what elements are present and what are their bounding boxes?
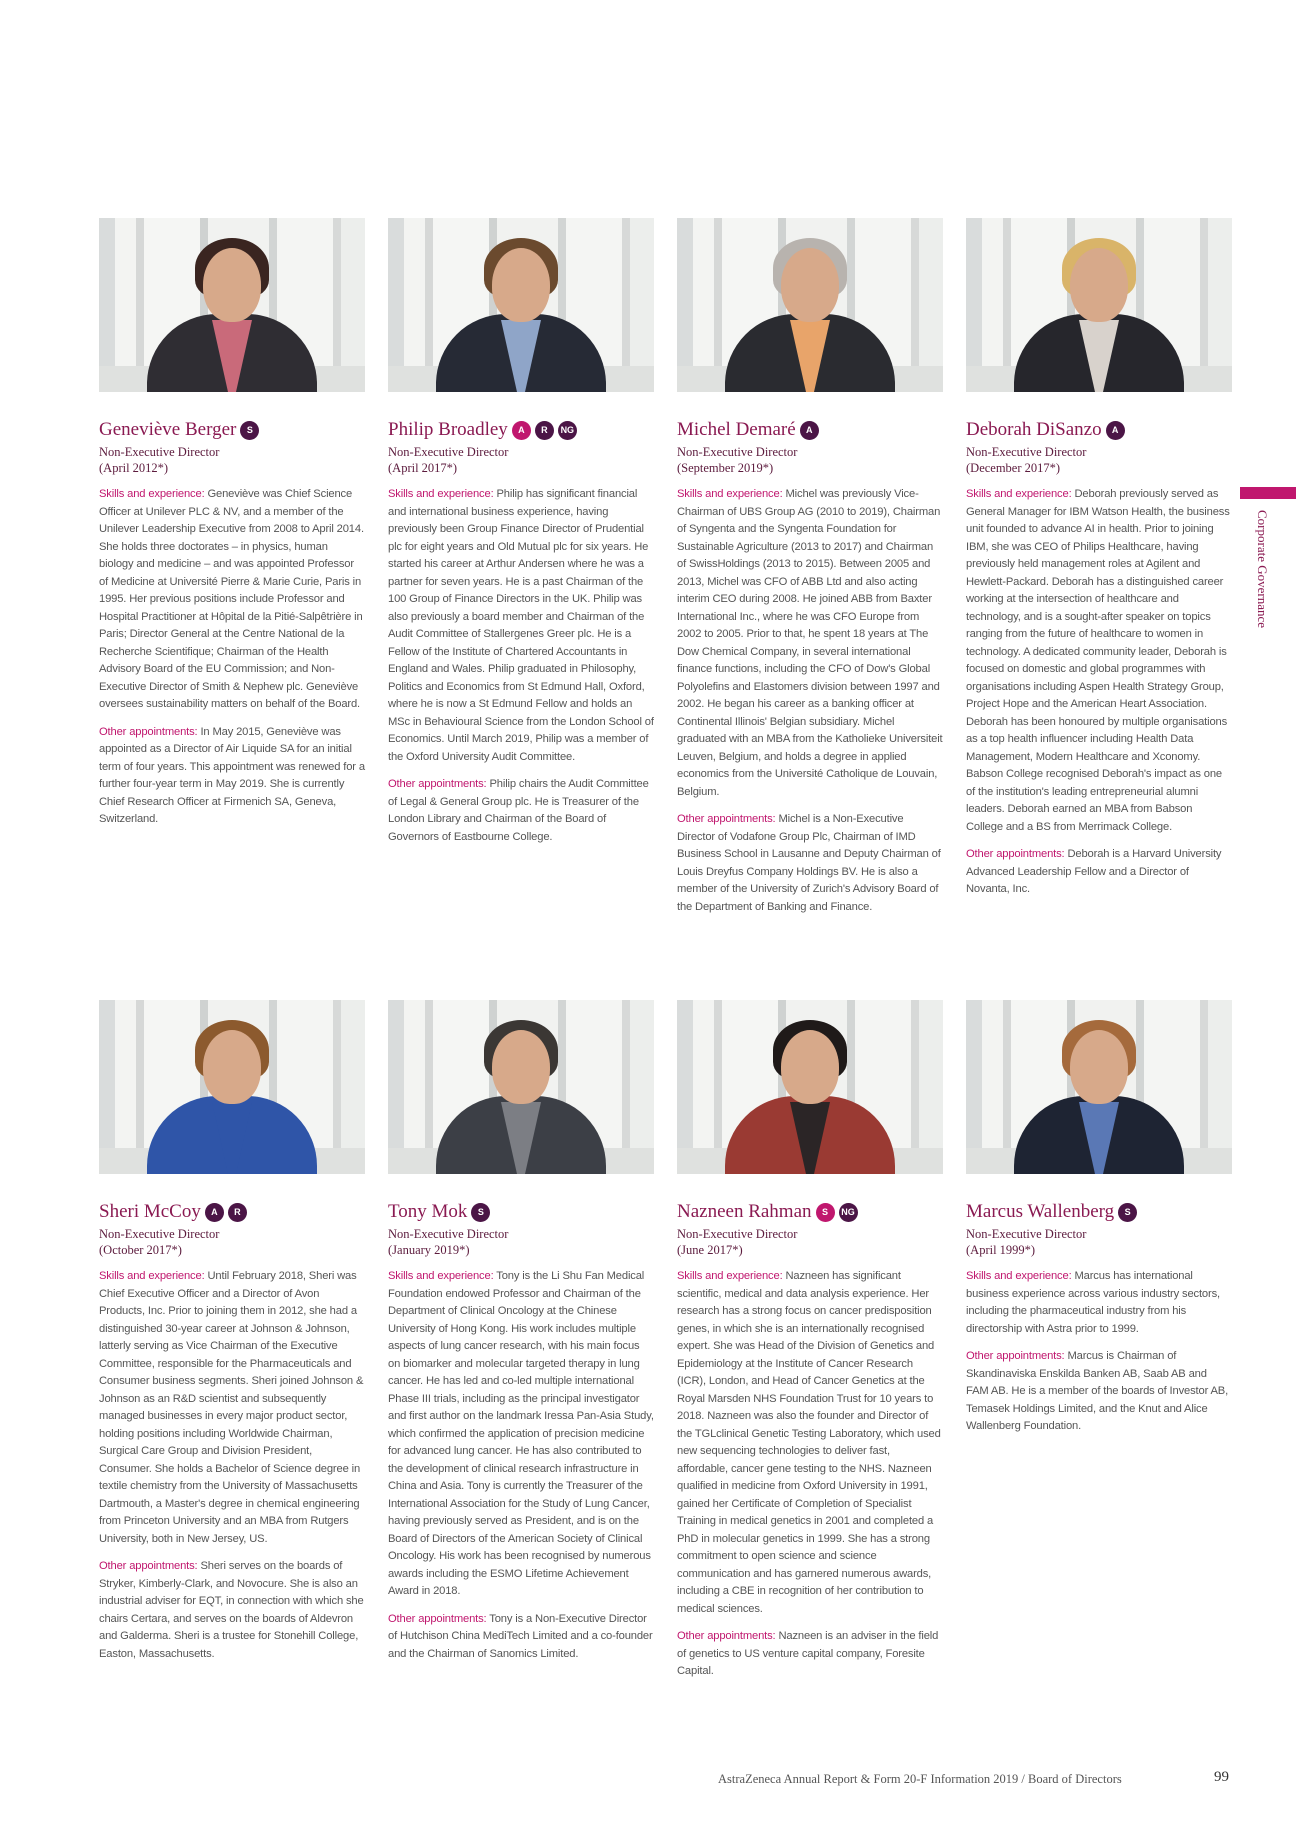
- section-tab-label: Corporate Governance: [1255, 510, 1270, 629]
- director-role: Non-Executive Director: [966, 445, 1087, 459]
- other-appointments-paragraph: Other appointments: Michel is a Non-Executive Director of Vodafone Group Plc, Chairman of IMD Business School in Lausanne and Deputy Chairman of Louis Dreyfus Company Holdings BV. He is also a member of the University of Zurich's Advisory Board of the Department of Banking and Finance.: [677, 813, 941, 913]
- appointment-date: (June 2017*): [677, 1243, 743, 1257]
- director-name: Nazneen Rahman: [677, 1201, 812, 1222]
- appointment-date: (April 1999*): [966, 1243, 1036, 1257]
- director-name: Philip Broadley: [388, 419, 508, 440]
- director-card: [99, 218, 365, 829]
- director-role: Non-Executive Director: [966, 1227, 1087, 1241]
- director-photo: [966, 1000, 1232, 1174]
- director-role: Non-Executive Director: [388, 1227, 509, 1241]
- appointment-date: (December 2017*): [966, 461, 1061, 475]
- committee-badge: A: [205, 1203, 224, 1222]
- footer-text: AstraZeneca Annual Report & Form 20-F Information 2019 / Board of Directors: [718, 1772, 1122, 1786]
- committee-badge: A: [800, 421, 819, 440]
- committee-badge: NG: [839, 1203, 858, 1222]
- director-photo: [388, 218, 654, 392]
- other-appointments-paragraph: Other appointments: Tony is a Non-Executive Director of Hutchison China MediTech Limited and a co-founder and the Chairman of Sanomics Limited.: [388, 1612, 653, 1660]
- director-card: [966, 1000, 1232, 1436]
- director-card: [388, 218, 654, 846]
- skills-paragraph: Skills and experience: Philip has significant financial and international business experience, having previously been Group Finance Director of Prudential plc for eight years and Old Mutual plc for six years. He started his career at Arthur Andersen where he was a partner for seven years. He is a past Chairman of the 100 Group of Finance Directors in the UK. Philip was also previously a board member and Chairman of the Audit Committee of Stallergenes Greer plc. He is a Fellow of the Institute of Chartered Accountants in England and Wales. Philip graduated in Philosophy, Politics and Economics from St Edmund Hall, Oxford, where he is now a St Edmund Fellow and holds an MSc in Behavioural Science from the London School of Economics. Until March 2019, Philip was a member of the Oxford University Audit Committee.: [388, 488, 654, 763]
- director-name: Tony Mok: [388, 1201, 468, 1222]
- skills-paragraph: Skills and experience: Nazneen has significant scientific, medical and data analysis experience. Her research has a strong focus on cancer predisposition genes, in which she is an internationally recognised expert. She was Head of the Division of Genetics and Epidemiology at the Institute of Cancer Research (ICR), London, and Head of Cancer Genetics at the Royal Marsden NHS Foundation Trust for 10 years to 2018. Nazneen was also the founder and Director of the TGLclinical Genetic Testing Laboratory, which used new sequencing technologies to deliver fast, affordable, cancer gene testing to the NHS. Nazneen qualified in medicine from Oxford University in 1991, gained her Certificate of Completion of Specialist Training in medical genetics in 2001 and completed a PhD in molecular genetics in 1999. She has a strong commitment to open science and science communication and has garnered numerous awards, including a CBE in recognition of her contribution to medical sciences.: [677, 1270, 941, 1615]
- other-appointments-paragraph: Other appointments: Deborah is a Harvard University Advanced Leadership Fellow and a Director of Novanta, Inc.: [966, 848, 1222, 895]
- director-name: Geneviève Berger: [99, 419, 237, 440]
- director-role: Non-Executive Director: [99, 445, 220, 459]
- skills-paragraph: Skills and experience: Marcus has international business experience across various industry sectors, including the pharmaceutical industry from his directorship with Astra prior to 1999.: [966, 1270, 1220, 1335]
- director-photo: [677, 218, 943, 392]
- other-appointments-paragraph: Other appointments: Nazneen is an adviser in the field of genetics to US venture capital company, Foresite Capital.: [677, 1630, 939, 1677]
- skills-paragraph: Skills and experience: Michel was previously Vice-Chairman of UBS Group AG (2010 to 2019), Chairman of Syngenta and the Syngenta Foundation for Sustainable Agriculture (2013 to 2017) and Chairman of SwissHoldings (2013 to 2015). Between 2005 and 2013, Michel was CFO of ABB Ltd and also acting interim CEO during 2008. He joined ABB from Baxter International Inc., where he was CFO Europe from 2002 to 2005. Prior to that, he spent 18 years at The Dow Chemical Company, in several international finance functions, including the CFO of Dow's Global Polyolefins and Elastomers division between 1997 and 2002. He began his career as a banking officer at Continental Illinois' Belgian subsidiary. Michel graduated with an MBA from the Katholieke Universiteit Leuven, Belgium, and holds a degree in applied economics from the Université Catholique de Louvain, Belgium.: [677, 488, 943, 798]
- appointment-date: (April 2012*): [99, 461, 169, 475]
- director-name: Marcus Wallenberg: [966, 1201, 1115, 1222]
- committee-badge: S: [240, 421, 259, 440]
- other-appointments-paragraph: Other appointments: Marcus is Chairman of Skandinaviska Enskilda Banken AB, Saab AB and FAM AB. He is a member of the boards of Investor AB, Temasek Holdings Limited, and the Knut and Alice Wallenberg Foundation.: [966, 1350, 1229, 1432]
- section-tab-marker: [1240, 487, 1296, 499]
- director-role: Non-Executive Director: [99, 1227, 220, 1241]
- director-card: [388, 1000, 654, 1663]
- other-appointments-paragraph: Other appointments: In May 2015, Geneviève was appointed as a Director of Air Liquide SA for an initial term of four years. This appointment was renewed for a further four-year term in May 2019. She is currently Chief Research Officer at Firmenich SA, Geneva, Switzerland.: [99, 725, 365, 825]
- director-photo: [388, 1000, 654, 1174]
- skills-paragraph: Skills and experience: Deborah previously served as General Manager for IBM Watson Health, the business unit founded to advance AI in health. Prior to joining IBM, she was CEO of Philips Healthcare, having previously held management roles at Agilent and Hewlett-Packard. Deborah has a distinguished career working at the intersection of healthcare and technology, and is a sought-after speaker on topics ranging from the future of healthcare to women in technology. A dedicated community leader, Deborah is focused on domestic and global programmes with organisations including Aspen Health Strategy Group, Project Hope and the American Heart Association. Deborah has been honoured by multiple organisations as a top health influencer including Health Data Management, Modern Healthcare and Xconomy. Babson College recognised Deborah's impact as one of the institution's leading entrepreneurial alumni leaders. Deborah earned an MBA from Babson College and a BS from Merrimack College.: [966, 488, 1230, 833]
- skills-paragraph: Skills and experience: Geneviève was Chief Science Officer at Unilever PLC & NV, and a member of the Unilever Leadership Executive from 2008 to April 2014. She holds three doctorates – in physics, human biology and medicine – and was appointed Professor of Medicine at Université Pierre & Marie Curie, Paris in 1995. Her previous positions include Professor and Hospital Practitioner at Hôpital de la Pitié-Salpêtrière in Paris; Director General at the Centre National de la Recherche Scientifique; Chairman of the Health Advisory Board of the EU Commission; and Non-Executive Director of Smith & Nephew plc. Geneviève oversees sustainability matters on behalf of the Board.: [99, 488, 364, 710]
- appointment-date: (September 2019*): [677, 461, 774, 475]
- director-photo: [99, 1000, 365, 1174]
- director-name: Michel Demaré: [677, 419, 796, 440]
- director-card: [677, 218, 943, 916]
- committee-badge: R: [535, 421, 554, 440]
- committee-badge: NG: [558, 421, 577, 440]
- director-photo: [677, 1000, 943, 1174]
- committee-badge: S: [1118, 1203, 1137, 1222]
- committee-badge: A: [1106, 421, 1125, 440]
- other-appointments-paragraph: Other appointments: Philip chairs the Audit Committee of Legal & General Group plc. He is Treasurer of the London Library and Chairman of the Board of Governors of Eastbourne College.: [388, 778, 649, 843]
- director-photo: [99, 218, 365, 392]
- appointment-date: (October 2017*): [99, 1243, 182, 1257]
- director-photo: [966, 218, 1232, 392]
- committee-badge: S: [816, 1203, 835, 1222]
- page-number: 99: [1214, 1769, 1229, 1785]
- committee-badge: R: [228, 1203, 247, 1222]
- director-card: [966, 218, 1232, 899]
- director-name: Sheri McCoy: [99, 1201, 201, 1222]
- committee-badge: A: [512, 421, 531, 440]
- appointment-date: (April 2017*): [388, 461, 458, 475]
- director-role: Non-Executive Director: [677, 1227, 798, 1241]
- appointment-date: (January 2019*): [388, 1243, 470, 1257]
- skills-paragraph: Skills and experience: Until February 2018, Sheri was Chief Executive Officer and a Director of Avon Products, Inc. Prior to joining them in 2012, she had a distinguished 30-year career at Johnson & Johnson, latterly serving as Vice Chairman of the Executive Committee, responsible for the Pharmaceuticals and Consumer business segments. Sheri joined Johnson & Johnson as an R&D scientist and subsequently managed businesses in every major product sector, holding positions including Worldwide Chairman, Surgical Care Group and Division President, Consumer. She holds a Bachelor of Science degree in textile chemistry from the University of Massachusetts Dartmouth, a Master's degree in chemical engineering from Princeton University and an MBA from Rutgers University, both in New Jersey, US.: [99, 1270, 364, 1545]
- committee-badge: S: [471, 1203, 490, 1222]
- skills-paragraph: Skills and experience: Tony is the Li Shu Fan Medical Foundation endowed Professor and Chairman of the Department of Clinical Oncology at the Chinese University of Hong Kong. His work includes multiple aspects of lung cancer research, with his main focus on biomarker and molecular targeted therapy in lung cancer. He has led and co-led multiple international Phase III trials, including as the principal investigator and first author on the landmark Iressa Pan-Asia Study, which confirmed the application of precision medicine for advanced lung cancer. He has also contributed to the development of clinical research infrastructure in China and Asia. Tony is currently the Treasurer of the International Association for the Study of Lung Cancer, having previously served as President, and is on the Board of Directors of the American Society of Clinical Oncology. His work has been recognised by numerous awards including the ESMO Lifetime Achievement Award in 2018.: [388, 1270, 654, 1597]
- director-role: Non-Executive Director: [677, 445, 798, 459]
- director-card: [677, 1000, 943, 1681]
- other-appointments-paragraph: Other appointments: Sheri serves on the boards of Stryker, Kimberly-Clark, and Novocure. She is also an industrial adviser for EQT, in connection with which she chairs Certara, and serves on the boards of Aldevron and Galderma. Sheri is a trustee for Stonehill College, Easton, Massachusetts.: [99, 1560, 364, 1660]
- director-card: [99, 1000, 365, 1663]
- director-role: Non-Executive Director: [388, 445, 509, 459]
- director-name: Deborah DiSanzo: [966, 419, 1102, 440]
